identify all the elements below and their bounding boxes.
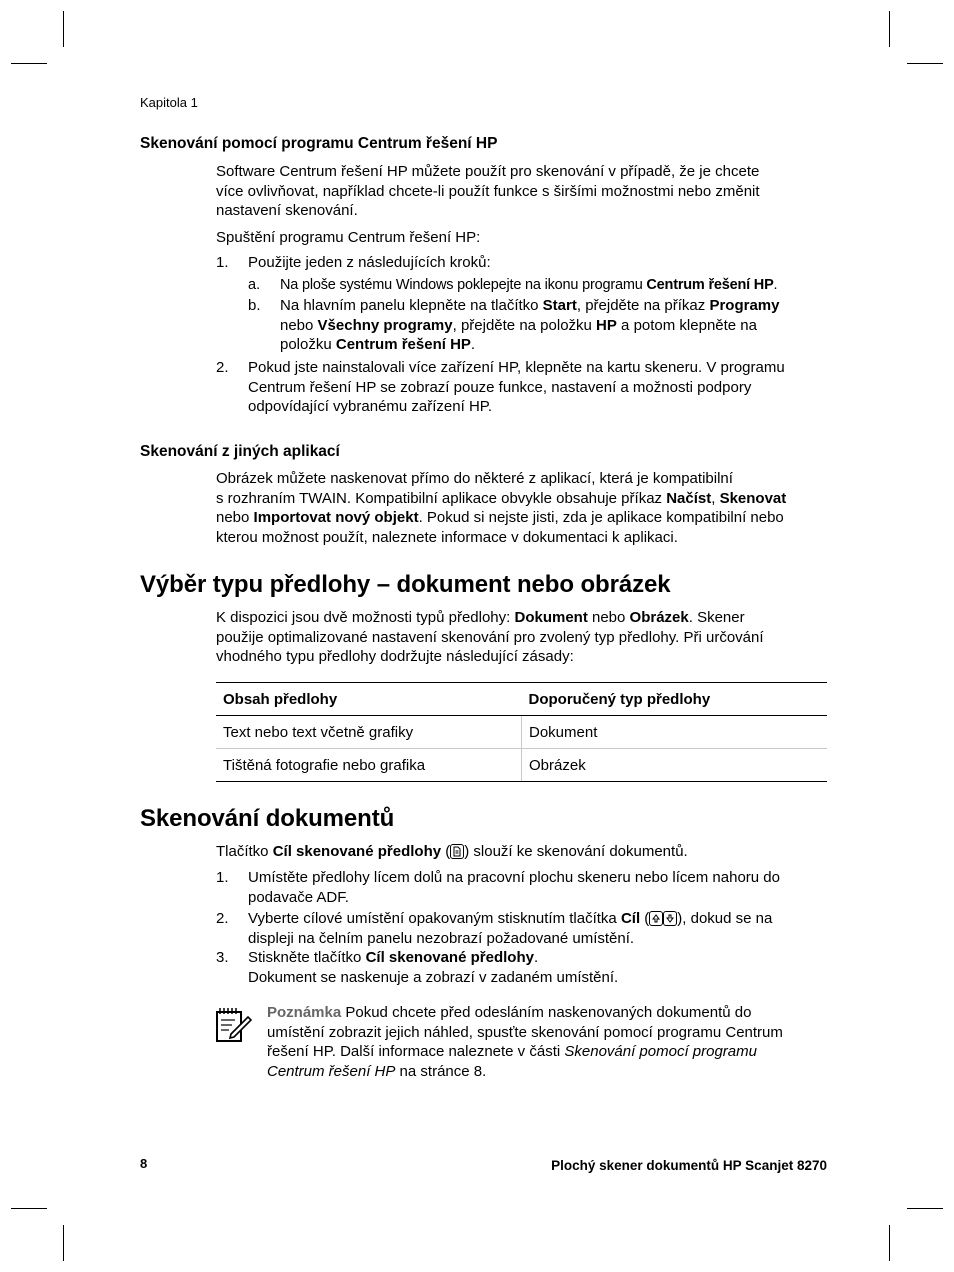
list-letter: b. xyxy=(248,297,261,314)
section3-body: K dispozici jsou dvě možnosti typů předlohy: Dokument nebo Obrázek. Skener použije optimalizované nastavení skenování pro zvolený typ předlohy. Při určování vhodného typu předlohy dodržujte následující zásady: xyxy=(216,609,764,665)
crop-mark xyxy=(63,1225,64,1261)
list-text: Na ploše systému Windows poklepejte na ikonu programu Centrum řešení HP. xyxy=(280,277,778,293)
list-number: 2. xyxy=(216,910,229,927)
section1-intro xyxy=(216,162,760,221)
crop-mark xyxy=(889,11,890,47)
list-letter: a. xyxy=(248,277,261,293)
table-cell: Obrázek xyxy=(522,749,828,782)
table-cell: Text nebo text včetně grafiky xyxy=(216,716,522,749)
list-text: Použijte jeden z následujících kroků: xyxy=(248,254,491,271)
crop-mark xyxy=(889,1225,890,1261)
list-text: Na hlavním panelu klepněte na tlačítko Start, přejděte na příkaz Programy nebo Všechny programy, přejděte na položku HP a potom klepněte na položku Centrum řešení HP. xyxy=(280,297,780,353)
table-header-cell: Doporučený typ předlohy xyxy=(522,683,828,716)
arrow-down-icon xyxy=(663,911,677,926)
crop-mark xyxy=(11,63,47,64)
crop-mark xyxy=(63,11,64,47)
table-cell: Dokument xyxy=(522,716,828,749)
table-cell: Tištěná fotografie nebo grafika xyxy=(216,749,522,782)
note-label: Poznámka xyxy=(267,1004,342,1021)
note-text: Poznámka Pokud chcete před odesláním naskenovaných dokumentů do umístění zobrazit jejich náhled, spusťte skenování pomocí programu Centrum řešení HP. Další informace naleznete v části Skenování pomocí programu Centrum řešení HP na stránce 8. xyxy=(267,1004,783,1080)
text-line: více ovlivňovat, například chcete-li použít funkce s širšími možnostmi nebo změnit xyxy=(216,182,760,200)
text-line: Software Centrum řešení HP můžete použít pro skenování v případě, že je chcete xyxy=(216,163,760,180)
table-header-cell: Obsah předlohy xyxy=(216,683,522,716)
list-text: Pokud jste nainstalovali více zařízení HP, klepněte na kartu skeneru. V programu Centrum řešení HP se zobrazí pouze funkce, nastavení a možnosti podpory odpovídající vybranému zařízení HP. xyxy=(248,359,785,415)
list-number: 3. xyxy=(216,949,229,966)
original-type-table xyxy=(216,682,827,782)
list-text: Vyberte cílové umístění opakovaným stisknutím tlačítka Cíl ( ), dokud se na displeji na čelním panelu nezobrazí požadované umístění. xyxy=(248,910,773,947)
document-scan-icon xyxy=(450,844,464,859)
page-section-title-original-type: Výběr typu předlohy – dokument nebo obrázek xyxy=(140,571,671,598)
section4-intro: Tlačítko Cíl skenované předlohy ( ) slouží ke skenování dokumentů. xyxy=(216,843,688,860)
section-heading-other-apps: Skenování z jiných aplikací xyxy=(140,443,340,460)
crop-mark xyxy=(907,1208,943,1209)
start-label: Spuštění programu Centrum řešení HP: xyxy=(216,229,481,246)
section-heading-hp-solution-center: Skenování pomocí programu Centrum řešení HP xyxy=(140,135,498,152)
crop-mark xyxy=(907,63,943,64)
list-text: Umístěte předlohy lícem dolů na pracovní plochu skeneru nebo lícem nahoru do podavače ADF. xyxy=(248,869,780,906)
list-text: Stiskněte tlačítko Cíl skenované předlohy. Dokument se naskenuje a zobrazí v zadaném umístění. xyxy=(248,949,619,986)
arrow-up-icon xyxy=(649,911,663,926)
text-line: nastavení skenování. xyxy=(216,202,358,219)
list-number: 1. xyxy=(216,869,229,886)
chapter-label: Kapitola 1 xyxy=(140,95,198,110)
page-number: 8 xyxy=(140,1156,148,1171)
footer-product-name: Plochý skener dokumentů HP Scanjet 8270 xyxy=(551,1158,827,1173)
section2-body: Obrázek můžete naskenovat přímo do některé z aplikací, která je kompatibilní s rozhraním TWAIN. Kompatibilní aplikace obvykle obsahuje příkaz Načíst, Skenovat nebo Importovat nový objekt. Pokud si nejste jisti, zda je aplikace kompatibilní nebo kterou možnost použít, naleznete informace v dokumentaci k aplikaci. xyxy=(216,470,787,546)
list-number: 1. xyxy=(216,254,229,271)
table-row xyxy=(216,716,827,749)
list-number: 2. xyxy=(216,359,229,376)
note-pencil-icon xyxy=(214,1006,254,1044)
page-section-title-scan-documents: Skenování dokumentů xyxy=(140,805,395,832)
crop-mark xyxy=(11,1208,47,1209)
table-header-row xyxy=(216,683,827,716)
table-row xyxy=(216,749,827,782)
